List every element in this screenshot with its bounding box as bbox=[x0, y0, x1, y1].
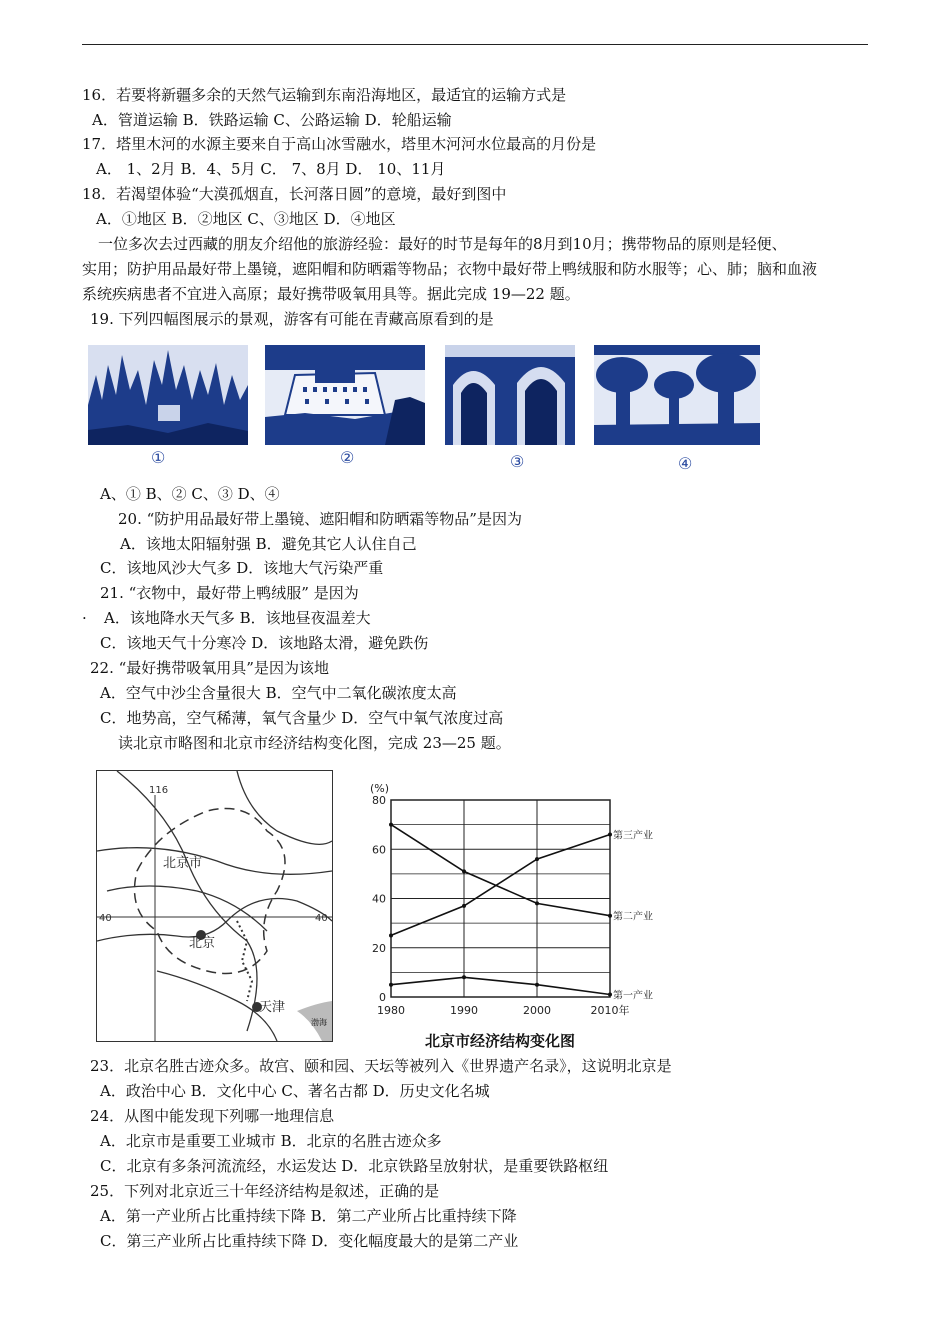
q16-options: A．管道运输 B．铁路运输 C、公路运输 D．轮船运输 bbox=[92, 111, 452, 129]
chart-point bbox=[462, 904, 466, 908]
chart-x-tick-label: 1990 bbox=[450, 1004, 478, 1017]
photo-baobab-trees bbox=[594, 345, 760, 445]
q22-options-cd: C．地势高，空气稀薄，氧气含量少 D．空气中氧气浓度过高 bbox=[100, 709, 504, 727]
q19-options: A、① B、② C、③ D、④ bbox=[100, 485, 280, 503]
chart-x-tick-label: 1980 bbox=[377, 1004, 405, 1017]
chart-series-line bbox=[391, 825, 610, 916]
chart-point bbox=[462, 869, 466, 873]
map-label-beijing-city: 北京市 bbox=[163, 856, 203, 871]
passage-beijing: 读北京市略图和北京市经济结构变化图，完成 23—25 题。 bbox=[118, 734, 511, 752]
photo-potala-palace bbox=[265, 345, 425, 445]
chart-point bbox=[535, 857, 539, 861]
chart-point bbox=[389, 983, 393, 987]
q25-options-ab: A．第一产业所占比重持续下降 B．第二产业所占比重持续下降 bbox=[100, 1207, 517, 1225]
map-label-bohai: 渤海 bbox=[311, 1018, 327, 1027]
chart-series-label: 第一产业 bbox=[613, 990, 653, 1002]
chart-y-tick-label: 80 bbox=[372, 794, 386, 807]
q20-stem: 20. “防护用品最好带上墨镜、遮阳帽和防晒霜等物品”是因为 bbox=[118, 510, 522, 528]
chart-y-unit-label: (%) bbox=[370, 782, 390, 795]
passage-tibet-line2: 实用；防护用品最好带上墨镜，遮阳帽和防晒霜等物品；衣物中最好带上鸭绒服和防水服等；心、肺；脑和血液 bbox=[82, 260, 818, 278]
header-rule bbox=[82, 44, 868, 45]
map-label-tianjin: 天津 bbox=[259, 1000, 286, 1015]
chart-y-tick-label: 0 bbox=[379, 991, 386, 1004]
photo-label-4: ④ bbox=[678, 454, 693, 473]
chart-series-line bbox=[391, 977, 610, 994]
passage-tibet-line3: 系统疾病患者不宜进入高原；最好携带吸氧用具等。据此完成 19—22 题。 bbox=[82, 285, 580, 303]
chart-series bbox=[389, 823, 612, 997]
chart-point bbox=[389, 933, 393, 937]
q25-options-cd: C．第三产业所占比重持续下降 D．变化幅度最大的是第二产业 bbox=[100, 1232, 519, 1250]
chart-series-label: 第二产业 bbox=[613, 911, 653, 923]
chart-point bbox=[608, 914, 612, 918]
q20-options-ab: A．该地太阳辐射强 B．避免其它人认住自己 bbox=[120, 535, 417, 553]
q19-stem: 19. 下列四幅图展示的景观，游客有可能在青藏高原看到的是 bbox=[90, 310, 494, 328]
q21-bullet: · bbox=[82, 609, 87, 627]
passage-tibet-line1: 一位多次去过西藏的朋友介绍他的旅游经验：最好的时节是每年的8月到10月；携带物品的原则是轻便、 bbox=[98, 235, 787, 253]
chart-point bbox=[608, 993, 612, 997]
q25-stem: 25．下列对北京近三十年经济结构是叙述，正确的是 bbox=[90, 1182, 440, 1200]
q21-options-ab: A．该地降水天气多 B．该地昼夜温差大 bbox=[104, 609, 371, 627]
q17-options: A． 1、2月 B．4、5月 C． 7、8月 D． 10、11月 bbox=[96, 160, 446, 178]
chart-title: 北京市经济结构变化图 bbox=[424, 1032, 576, 1050]
chart-point bbox=[535, 983, 539, 987]
q21-options-cd: C．该地天气十分寒冷 D．该地路太滑，避免跌伤 bbox=[100, 634, 429, 652]
q24-options-cd: C．北京有多条河流流经，水运发达 D．北京铁路呈放射状，是重要铁路枢纽 bbox=[100, 1157, 609, 1175]
chart-y-tick-label: 60 bbox=[372, 843, 386, 857]
chart-point bbox=[389, 823, 393, 827]
chart-point bbox=[608, 832, 612, 836]
q16-stem: 16．若要将新疆多余的天然气运输到东南沿海地区，最适宜的运输方式是 bbox=[82, 86, 567, 104]
photo-cave-dwelling bbox=[445, 345, 575, 445]
chart-point bbox=[462, 975, 466, 979]
q23-options: A．政治中心 B．文化中心 C、著名古都 D．历史文化名城 bbox=[100, 1082, 490, 1100]
q23-stem: 23．北京名胜古迹众多。故宫、颐和园、天坛等被列入《世界遗产名录》，这说明北京是 bbox=[90, 1057, 672, 1075]
beijing-sketch-map bbox=[96, 770, 333, 1042]
chart-y-tick-label: 40 bbox=[372, 892, 386, 906]
chart-series-label: 第三产业 bbox=[613, 830, 653, 842]
q18-options: A．①地区 B．②地区 C、③地区 D．④地区 bbox=[96, 210, 396, 228]
map-latitude-right: 40 bbox=[315, 913, 328, 924]
q22-options-ab: A．空气中沙尘含量很大 B．空气中二氧化碳浓度太高 bbox=[100, 684, 457, 702]
q24-options-ab: A．北京市是重要工业城市 B．北京的名胜古迹众多 bbox=[100, 1132, 442, 1150]
chart-x-tick-label: 2000 bbox=[523, 1004, 551, 1017]
chart-point bbox=[535, 901, 539, 905]
photo-label-3: ③ bbox=[510, 452, 525, 471]
photo-stone-forest bbox=[88, 345, 248, 445]
q21-stem: 21. “衣物中，最好带上鸭绒服” 是因为 bbox=[100, 584, 359, 602]
q17-stem: 17．塔里木河的水源主要来自于高山冰雪融水，塔里木河河水位最高的月份是 bbox=[82, 135, 597, 153]
chart-grid bbox=[391, 800, 610, 997]
q24-stem: 24．从图中能发现下列哪一地理信息 bbox=[90, 1107, 335, 1125]
economic-structure-chart bbox=[360, 752, 680, 1052]
q22-stem: 22. “最好携带吸氧用具”是因为该地 bbox=[90, 659, 329, 677]
q18-stem: 18．若渴望体验“大漠孤烟直，长河落日圆”的意境，最好到图中 bbox=[82, 185, 507, 203]
map-label-beijing: 北京 bbox=[189, 936, 216, 951]
q20-options-cd: C．该地风沙大气多 D．该地大气污染严重 bbox=[100, 559, 384, 577]
map-longitude-label: 116 bbox=[149, 785, 169, 796]
photo-label-2: ② bbox=[340, 448, 355, 467]
photo-label-1: ① bbox=[151, 448, 166, 467]
chart-x-tick-label: 2010年 bbox=[590, 1004, 630, 1017]
chart-y-tick-label: 20 bbox=[372, 941, 386, 955]
map-latitude-left: 40 bbox=[99, 913, 112, 924]
